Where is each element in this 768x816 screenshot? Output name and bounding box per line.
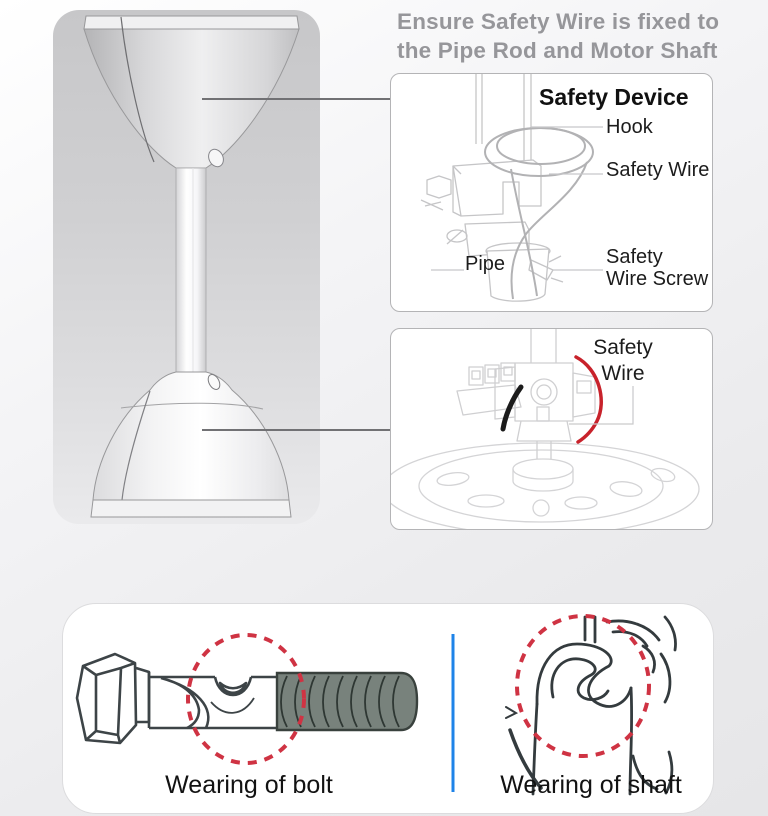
- canopy: [84, 16, 299, 169]
- hanger-bracket: [453, 160, 541, 216]
- motor-housing: [91, 372, 291, 517]
- downrod-pipe: [176, 168, 206, 374]
- page-title: [397, 7, 767, 65]
- shaft-wear-caption: Wearing of shaft: [500, 771, 682, 799]
- motor-safety-wire-callout-box: [390, 328, 713, 530]
- safety-wire-screw-label: Safety Wire Screw: [606, 246, 709, 290]
- safety-wire-label: Safety Wire: [606, 159, 710, 181]
- bolt-thread: [277, 673, 417, 730]
- ceiling-fan-illustration: [53, 10, 320, 524]
- page-title-line2: the Pipe Rod and Motor Shaft: [397, 38, 718, 63]
- product-panel: [53, 10, 320, 524]
- wear-warning-box: [62, 603, 714, 814]
- pipe-label: Pipe: [465, 253, 506, 275]
- hook-label: Hook: [606, 116, 653, 138]
- motor-to-box-connector-line: [202, 429, 391, 431]
- hook-rod: [524, 74, 531, 166]
- safety-device-heading: Safety Device: [539, 84, 689, 110]
- bolt-wear-caption: Wearing of bolt: [165, 771, 333, 799]
- safety-device-callout-box: [390, 73, 713, 312]
- bracket-bolt: [421, 176, 451, 210]
- page-title-line1: Ensure Safety Wire is fixed to: [397, 9, 720, 34]
- worn-bolt-drawing: [77, 654, 277, 743]
- motor-top-plate: [391, 443, 699, 529]
- motor-safety-wire-label: Safety Wire: [593, 336, 653, 385]
- canopy-to-box-connector-line: [202, 98, 391, 100]
